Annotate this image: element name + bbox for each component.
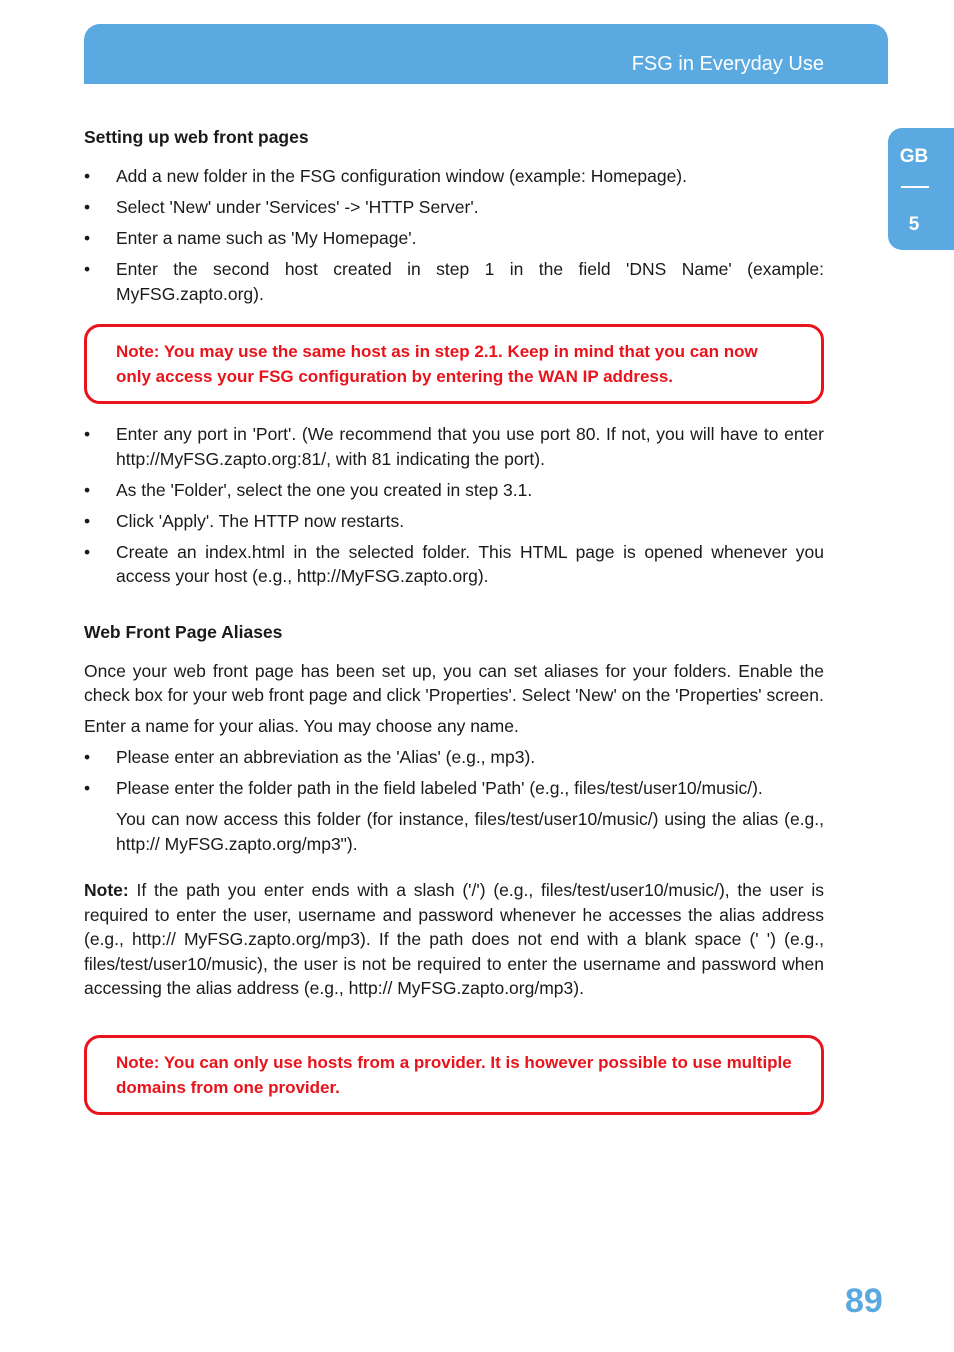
list-item: • Please enter the folder path in the field labeled 'Path' (e.g., files/test/user10/music/). [84,776,824,801]
chapter-tab [888,128,954,250]
page-content [84,124,824,1115]
bullet: • [84,259,91,279]
list-item: • Enter a name such as 'My Homepage'. [84,226,824,251]
bullet: • [84,479,91,500]
header-title: FSG in Everyday Use [631,53,824,75]
bullet: • [84,424,91,444]
list-item: • Select 'New' under 'Services' -> 'HTTP Server'. [84,195,824,220]
bullet-list-setup [84,164,824,306]
list-item: • Create an index.html in the selected folder. This HTML page is opened whenever you access your host (e.g., http://MyFSG.zapto.org). [84,541,824,586]
chapter-number: 5 [908,214,920,235]
page-number: 89 [845,1282,883,1320]
note-label: Note: [84,880,129,900]
alias-access-paragraph: You can now access this folder (for instance, files/test/user10/music/) using the alias (e.g., http:// MyFSG.zapto.org/mp3"). [116,809,824,854]
note-box-host: Note: You may use the same host as in step 2.1. Keep in mind that you can now only access your FSG configuration by entering the WAN IP address. [84,324,824,404]
section-heading-aliases: Web Front Page Aliases [84,621,283,642]
section-heading-web-front: Setting up web front pages [84,127,309,147]
note-text: If the path you enter ends with a slash ('/') (e.g., files/test/user10/music/), the user is required to enter the user, username and password whenever he accesses the alias address (e.g., http:// MyFSG.zapto.org/mp3). If the path does not end with a blank space (' ') (e.g., files/test/user10/music), the user is not be required to enter the username and password when accessing the alias address (e.g., http:// MyFSG.zapto.org/mp3). [84,880,824,998]
language-label: GB [899,146,929,167]
tab-divider [901,186,929,188]
bullet: • [84,228,91,248]
bullet: • [84,166,91,186]
bullet-list-alias [84,745,824,801]
header-bar [84,24,888,84]
note-box-provider: Note: You can only use hosts from a provider. It is however possible to use multiple domains from one provider. [84,1035,824,1115]
list-item: • Enter any port in 'Port'. (We recommend that you use port 80. If not, you will have to enter http://MyFSG.zapto.org:81/, with 81 indicating the port). [84,424,824,469]
list-item: • Add a new folder in the FSG configuration window (example: Homepage). [84,164,824,189]
list-item: • As the 'Folder', select the one you created in step 3.1. [84,478,824,503]
list-item: • Click 'Apply'. The HTTP now restarts. [84,509,824,534]
bullet: • [84,541,91,562]
alias-name-paragraph: Enter a name for your alias. You may choose any name. [84,716,519,736]
bullet-list-port [84,422,824,589]
bullet: • [84,747,91,767]
list-item: • Please enter an abbreviation as the 'Alias' (e.g., mp3). [84,745,824,770]
bullet: • [84,197,91,217]
list-item: • Enter the second host created in step 1 in the field 'DNS Name' (example: MyFSG.zapto.org). [84,259,824,304]
bullet: • [84,510,91,531]
bullet: • [84,778,91,798]
slash-note-paragraph [84,878,824,1001]
aliases-intro-paragraph: Once your web front page has been set up, you can set aliases for your folders. Enable the check box for your web front page and click 'Properties'. Select 'New' on the 'Properties' screen. [84,660,824,705]
